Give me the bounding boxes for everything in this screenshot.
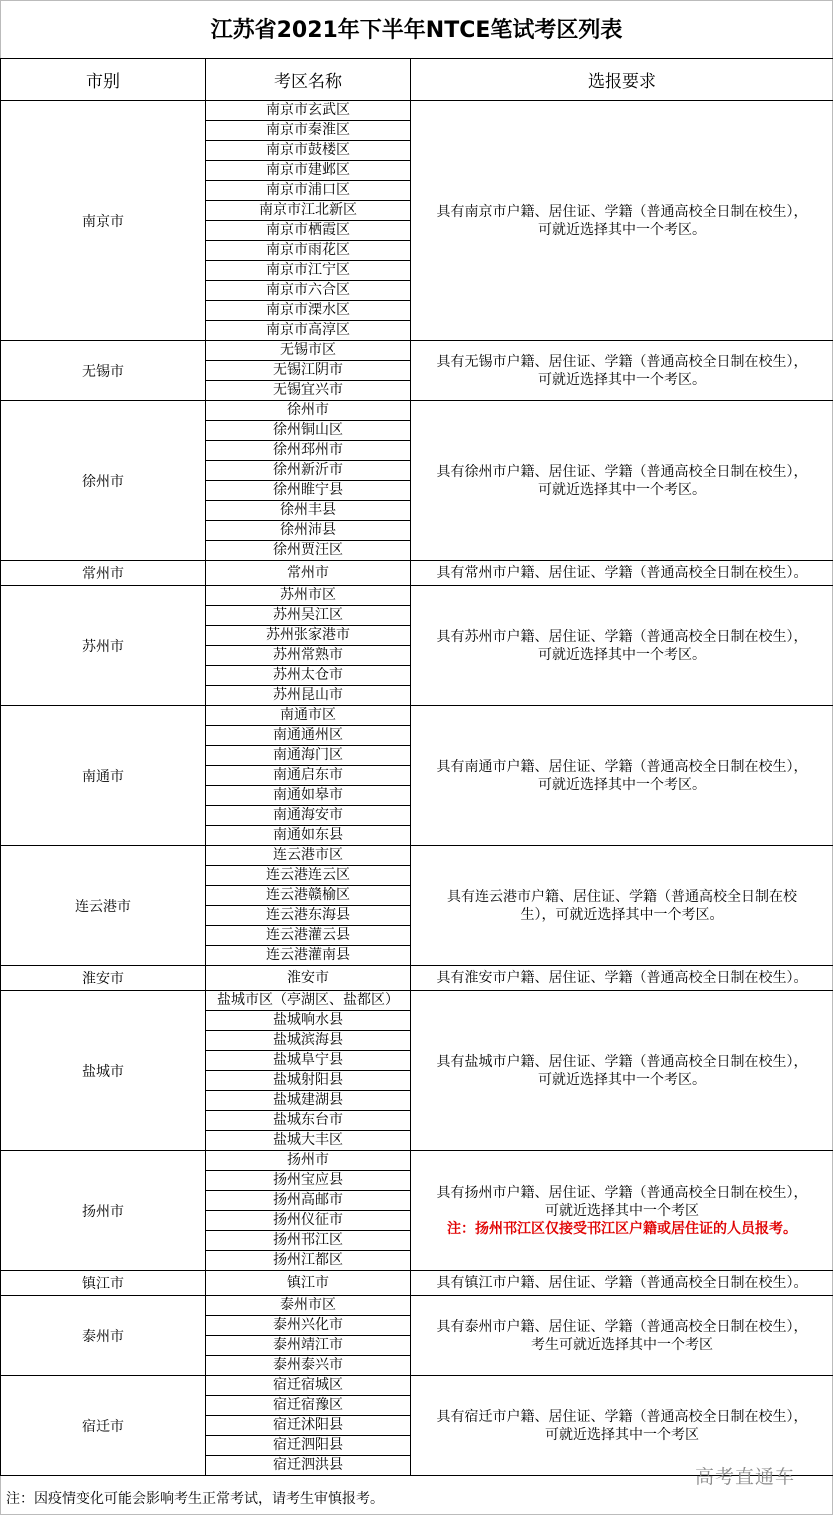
city-cell: 扬州市 (1, 1151, 206, 1271)
district-cell: 南通海门区 (206, 746, 411, 766)
district-cell: 苏州常熟市 (206, 646, 411, 666)
requirement-line: 具有无锡市户籍、居住证、学籍（普通高校全日制在校生）， (436, 353, 808, 370)
requirement-cell (411, 706, 833, 846)
district-cell: 南京市秦淮区 (206, 121, 411, 141)
city-cell: 无锡市 (1, 341, 206, 401)
district-cell: 徐州丰县 (206, 501, 411, 521)
requirement-line: 生），可就近选择其中一个考区。 (520, 906, 724, 923)
header-requirement: 选报要求 (411, 59, 833, 101)
table-row (1, 1296, 833, 1316)
requirement-cell (411, 991, 833, 1151)
district-cell: 盐城建湖县 (206, 1091, 411, 1111)
district-cell: 徐州贾汪区 (206, 541, 411, 561)
city-cell: 泰州市 (1, 1296, 206, 1376)
district-cell: 宿迁沭阳县 (206, 1416, 411, 1436)
requirement-line: 可就近选择其中一个考区。 (538, 371, 706, 388)
table-row (1, 1151, 833, 1171)
district-cell: 盐城射阳县 (206, 1071, 411, 1091)
table-row (1, 1376, 833, 1396)
district-cell: 镇江市 (206, 1271, 411, 1296)
requirement-line: 具有常州市户籍、居住证、学籍（普通高校全日制在校生）。 (436, 565, 808, 581)
district-cell: 南京市建邺区 (206, 161, 411, 181)
requirement-line: 可就近选择其中一个考区。 (538, 481, 706, 498)
table-row (1, 341, 833, 361)
district-cell: 无锡江阴市 (206, 361, 411, 381)
requirement-line: 可就近选择其中一个考区。 (538, 646, 706, 663)
district-cell: 泰州泰兴市 (206, 1356, 411, 1376)
district-cell: 南京市江宁区 (206, 261, 411, 281)
district-cell: 扬州仪征市 (206, 1211, 411, 1231)
table-row (1, 846, 833, 866)
district-cell: 苏州张家港市 (206, 626, 411, 646)
table-header-row (1, 59, 833, 101)
district-cell: 徐州铜山区 (206, 421, 411, 441)
footer-note: 注：因疫情变化可能会影响考生正常考试，请考生审慎报考。 (6, 1491, 384, 1507)
district-cell: 南通如东县 (206, 826, 411, 846)
district-cell: 无锡市区 (206, 341, 411, 361)
watermark: 高考直通车 (695, 1466, 796, 1488)
requirement-cell (411, 101, 833, 341)
table-row (1, 966, 833, 991)
requirement-line: 可就近选择其中一个考区 (545, 1202, 699, 1219)
district-cell: 苏州市区 (206, 586, 411, 606)
district-cell: 宿迁泗洪县 (206, 1456, 411, 1476)
district-cell: 淮安市 (206, 966, 411, 991)
district-cell: 南京市栖霞区 (206, 221, 411, 241)
requirement-cell (411, 1376, 833, 1476)
requirement-line: 可就近选择其中一个考区。 (538, 1071, 706, 1088)
city-cell: 宿迁市 (1, 1376, 206, 1476)
district-cell: 南通如皋市 (206, 786, 411, 806)
requirement-line: 具有徐州市户籍、居住证、学籍（普通高校全日制在校生）， (436, 463, 808, 480)
district-cell: 南京市浦口区 (206, 181, 411, 201)
requirement-line: 具有淮安市户籍、居住证、学籍（普通高校全日制在校生）。 (436, 970, 808, 986)
district-cell: 宿迁泗阳县 (206, 1436, 411, 1456)
district-cell: 盐城滨海县 (206, 1031, 411, 1051)
district-cell: 扬州邗江区 (206, 1231, 411, 1251)
district-cell: 南京市鼓楼区 (206, 141, 411, 161)
city-cell: 常州市 (1, 561, 206, 586)
district-cell: 扬州市 (206, 1151, 411, 1171)
requirement-cell (411, 561, 833, 586)
table-body (1, 101, 833, 1476)
city-cell: 淮安市 (1, 966, 206, 991)
requirement-cell (411, 341, 833, 401)
district-cell: 宿迁宿豫区 (206, 1396, 411, 1416)
district-cell: 宿迁宿城区 (206, 1376, 411, 1396)
district-cell: 苏州昆山市 (206, 686, 411, 706)
district-cell: 泰州靖江市 (206, 1336, 411, 1356)
requirement-cell (411, 586, 833, 706)
requirement-line: 具有扬州市户籍、居住证、学籍（普通高校全日制在校生）， (436, 1184, 808, 1201)
city-cell: 盐城市 (1, 991, 206, 1151)
district-cell: 盐城阜宁县 (206, 1051, 411, 1071)
requirement-line: 具有宿迁市户籍、居住证、学籍（普通高校全日制在校生）， (436, 1408, 808, 1425)
city-cell: 南京市 (1, 101, 206, 341)
district-cell: 南通市区 (206, 706, 411, 726)
requirement-line: 可就近选择其中一个考区。 (538, 221, 706, 238)
district-cell: 苏州太仓市 (206, 666, 411, 686)
header-district: 考区名称 (206, 59, 411, 101)
district-cell: 南京市雨花区 (206, 241, 411, 261)
district-cell: 泰州兴化市 (206, 1316, 411, 1336)
requirement-cell (411, 1296, 833, 1376)
district-cell: 连云港市区 (206, 846, 411, 866)
page-title: 江苏省2021年下半年NTCE笔试考区列表 (210, 18, 623, 43)
requirement-line: 具有苏州市户籍、居住证、学籍（普通高校全日制在校生）， (436, 628, 808, 645)
table-row (1, 706, 833, 726)
table-row (1, 991, 833, 1011)
district-cell: 南通启东市 (206, 766, 411, 786)
district-cell: 连云港灌云县 (206, 926, 411, 946)
district-cell: 无锡宜兴市 (206, 381, 411, 401)
district-cell: 南京市玄武区 (206, 101, 411, 121)
district-cell: 徐州邳州市 (206, 441, 411, 461)
city-cell: 南通市 (1, 706, 206, 846)
requirement-line: 考生可就近选择其中一个考区 (531, 1336, 713, 1353)
district-cell: 徐州沛县 (206, 521, 411, 541)
district-cell: 连云港灌南县 (206, 946, 411, 966)
district-cell: 徐州市 (206, 401, 411, 421)
district-cell: 常州市 (206, 561, 411, 586)
table-row (1, 561, 833, 586)
requirement-cell (411, 1151, 833, 1271)
table-row (1, 586, 833, 606)
district-cell: 泰州市区 (206, 1296, 411, 1316)
requirement-line: 可就近选择其中一个考区 (545, 1426, 699, 1443)
district-cell: 南京市高淳区 (206, 321, 411, 341)
district-cell: 徐州睢宁县 (206, 481, 411, 501)
requirement-line: 具有连云港市户籍、居住证、学籍（普通高校全日制在校 (447, 888, 797, 905)
district-cell: 南京市溧水区 (206, 301, 411, 321)
table-row (1, 101, 833, 121)
requirement-line: 具有南通市户籍、居住证、学籍（普通高校全日制在校生）， (436, 758, 808, 775)
requirement-line: 具有镇江市户籍、居住证、学籍（普通高校全日制在校生）。 (436, 1275, 808, 1291)
requirement-cell (411, 846, 833, 966)
requirement-cell (411, 1271, 833, 1296)
district-cell: 苏州吴江区 (206, 606, 411, 626)
district-cell: 徐州新沂市 (206, 461, 411, 481)
table-row (1, 1271, 833, 1296)
district-cell: 扬州江都区 (206, 1251, 411, 1271)
city-cell: 连云港市 (1, 846, 206, 966)
district-cell: 盐城市区（亭湖区、盐都区） (206, 991, 411, 1011)
district-cell: 连云港赣榆区 (206, 886, 411, 906)
city-cell: 镇江市 (1, 1271, 206, 1296)
table-row (1, 401, 833, 421)
district-cell: 扬州高邮市 (206, 1191, 411, 1211)
district-cell: 南京市六合区 (206, 281, 411, 301)
district-cell: 盐城东台市 (206, 1111, 411, 1131)
requirement-line: 具有盐城市户籍、居住证、学籍（普通高校全日制在校生）， (436, 1053, 808, 1070)
requirement-cell (411, 966, 833, 991)
district-cell: 南京市江北新区 (206, 201, 411, 221)
requirement-cell (411, 401, 833, 561)
city-cell: 徐州市 (1, 401, 206, 561)
exam-area-table (0, 58, 833, 1476)
district-cell: 连云港东海县 (206, 906, 411, 926)
requirement-line: 具有泰州市户籍、居住证、学籍（普通高校全日制在校生）， (436, 1318, 808, 1335)
district-cell: 连云港连云区 (206, 866, 411, 886)
district-cell: 盐城响水县 (206, 1011, 411, 1031)
district-cell: 盐城大丰区 (206, 1131, 411, 1151)
requirement-line: 可就近选择其中一个考区。 (538, 776, 706, 793)
district-cell: 南通通州区 (206, 726, 411, 746)
requirement-line: 具有南京市户籍、居住证、学籍（普通高校全日制在校生）， (436, 203, 808, 220)
requirement-note: 注：扬州邗江区仅接受邗江区户籍或居住证的人员报考。 (447, 1220, 797, 1237)
district-cell: 南通海安市 (206, 806, 411, 826)
district-cell: 扬州宝应县 (206, 1171, 411, 1191)
header-city: 市别 (1, 59, 206, 101)
city-cell: 苏州市 (1, 586, 206, 706)
